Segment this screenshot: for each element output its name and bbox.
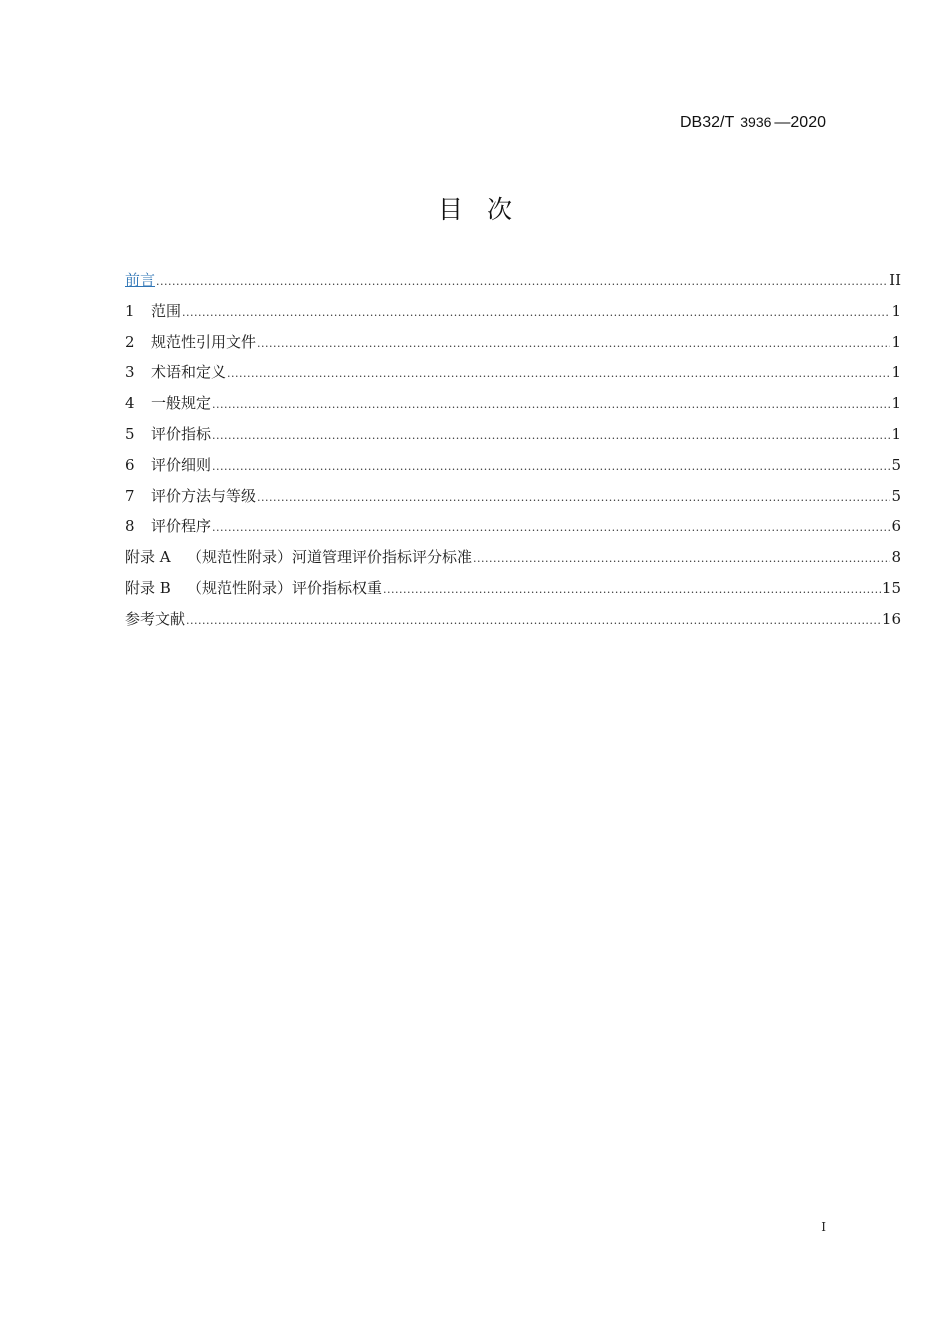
toc-section-title: 范围 — [151, 301, 182, 320]
toc-link-foreword[interactable]: 前言 — [125, 271, 156, 289]
toc-appendix-id: 附录 A — [125, 548, 171, 567]
toc-entry-label — [125, 391, 211, 415]
toc-entry-label — [125, 360, 226, 384]
toc-page-number: 16 — [881, 609, 901, 628]
toc-leader-dots — [383, 578, 881, 602]
standard-number: 3936 — [740, 114, 772, 130]
toc-entry-section-7[interactable] — [125, 484, 901, 515]
toc-leader-dots — [212, 455, 890, 479]
toc-section-number: 3 — [125, 363, 135, 382]
toc-entry-section-2[interactable] — [125, 330, 901, 361]
toc-entry-label — [125, 484, 256, 508]
toc-entry-appendix-a[interactable] — [125, 545, 901, 576]
toc-entry-label — [125, 330, 256, 354]
toc-references-title: 参考文献 — [125, 609, 186, 628]
toc-leader-dots — [257, 332, 890, 356]
toc-leader-dots — [227, 362, 890, 386]
toc-entry-section-4[interactable] — [125, 391, 901, 422]
toc-leader-dots — [212, 516, 890, 540]
toc-page-number: 5 — [891, 486, 901, 505]
toc-page-number: II — [889, 271, 901, 289]
toc-section-title: 规范性引用文件 — [151, 332, 257, 351]
standard-year: —2020 — [774, 114, 826, 131]
toc-page-number: 1 — [891, 332, 901, 351]
toc-page-number: 8 — [891, 548, 901, 567]
toc-page-number: 1 — [891, 301, 901, 320]
toc-leader-dots — [473, 547, 890, 571]
toc-appendix-id: 附录 B — [125, 578, 171, 597]
toc-section-number: 5 — [125, 424, 135, 443]
toc-section-number: 4 — [125, 394, 135, 413]
toc-section-title: 一般规定 — [151, 394, 212, 413]
toc-section-title: 评价程序 — [151, 517, 212, 536]
toc-entry-label — [125, 576, 382, 600]
toc-leader-dots — [257, 486, 890, 510]
toc-entry-label — [125, 299, 181, 323]
toc-entry-label — [125, 422, 211, 446]
toc-entry-references[interactable] — [125, 607, 901, 638]
toc-entry-section-3[interactable] — [125, 360, 901, 391]
toc-section-title: 评价指标 — [151, 424, 212, 443]
toc-entry-section-8[interactable] — [125, 514, 901, 545]
toc-page-number: 1 — [891, 394, 901, 413]
toc-appendix-title: （规范性附录）河道管理评价指标评分标准 — [187, 548, 473, 567]
toc-section-number: 2 — [125, 332, 135, 351]
toc-page-number: 15 — [881, 578, 901, 597]
toc-page-number: 5 — [891, 455, 901, 474]
toc-entry-section-1[interactable] — [125, 299, 901, 330]
toc-leader-dots — [182, 301, 890, 325]
toc-entry-foreword[interactable] — [125, 268, 901, 299]
toc-leader-dots — [186, 609, 881, 633]
toc-leader-dots — [212, 393, 890, 417]
toc-appendix-title: （规范性附录）评价指标权重 — [187, 578, 383, 597]
toc-section-title: 术语和定义 — [151, 363, 227, 382]
toc-section-number: 1 — [125, 301, 135, 320]
toc-section-number: 6 — [125, 455, 135, 474]
page-title: 目次 — [437, 195, 536, 224]
toc-section-number: 8 — [125, 517, 135, 536]
toc-leader-dots — [212, 424, 890, 448]
toc-page-number: 1 — [891, 424, 901, 443]
standard-code — [680, 114, 826, 132]
toc-entry-label — [125, 514, 211, 538]
toc-entry-label — [125, 453, 211, 477]
toc-entry-label — [125, 545, 472, 569]
toc-section-title: 评价细则 — [151, 455, 212, 474]
toc-section-number: 7 — [125, 486, 135, 505]
toc-entry-appendix-b[interactable] — [125, 576, 901, 607]
standard-prefix: DB32/T — [680, 114, 735, 131]
toc-section-title: 评价方法与等级 — [151, 486, 257, 505]
toc-page-number: 1 — [891, 363, 901, 382]
toc-page-number: 6 — [891, 517, 901, 536]
toc-entry-section-6[interactable] — [125, 453, 901, 484]
page-number: I — [821, 1220, 826, 1234]
table-of-contents — [125, 268, 901, 638]
toc-leader-dots — [156, 270, 888, 294]
toc-entry-section-5[interactable] — [125, 422, 901, 453]
